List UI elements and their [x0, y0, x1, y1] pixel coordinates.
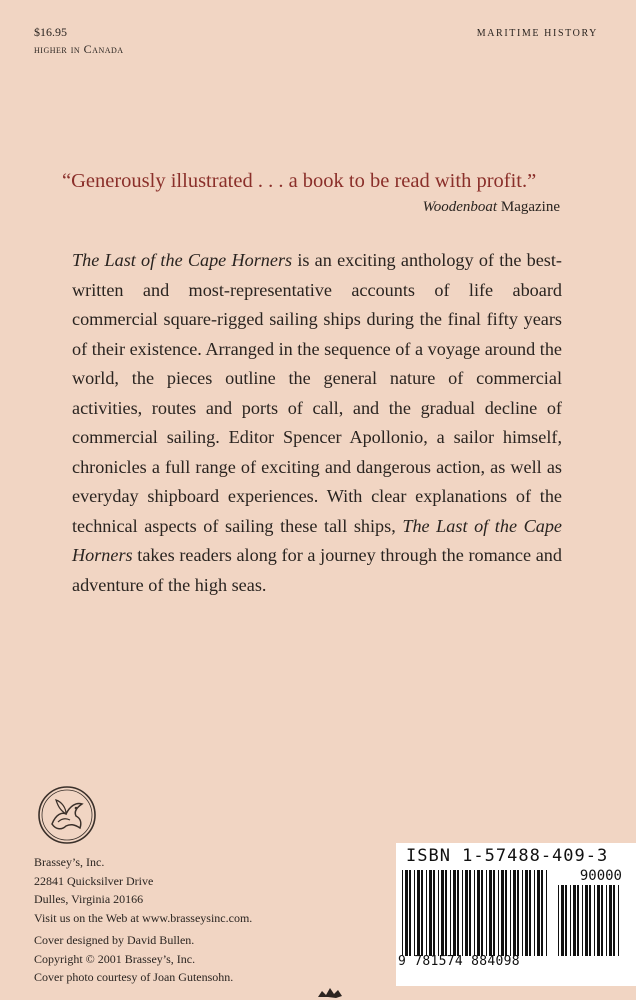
- review-quote: [62, 168, 560, 218]
- addon-barcode-icon: [558, 885, 624, 956]
- barcode-bar: [477, 870, 480, 956]
- book-title-1: The Last of the Cape Horners: [72, 250, 293, 270]
- barcode-price-code: 90000: [579, 868, 622, 884]
- quote-source-suffix: Magazine: [497, 199, 560, 215]
- barcode-bar: [529, 870, 531, 956]
- barcode-label: [396, 843, 636, 986]
- barcode-bar: [489, 870, 492, 956]
- barcode-bar: [465, 870, 468, 956]
- barcode-bar: [609, 885, 612, 956]
- barcode-bar: [558, 885, 559, 956]
- barcode-bar: [565, 885, 567, 956]
- price-block: [34, 24, 124, 58]
- book-title-2: The Last of the Cape Horners: [72, 515, 562, 565]
- barcode-bar: [414, 870, 415, 956]
- ean-digits: 9 781574 884098: [398, 954, 520, 969]
- quote-source: [62, 196, 560, 218]
- barcode-bar: [597, 885, 600, 956]
- category-label: MARITIME HISTORY: [476, 28, 598, 39]
- cover-credits: [34, 931, 233, 987]
- isbn-number: ISBN 1-57488-409-3: [406, 846, 609, 866]
- barcode-bar: [453, 870, 456, 956]
- credit-copyright: Copyright © 2001 Brassey’s, Inc.: [34, 951, 196, 966]
- barcode-bar: [493, 870, 495, 956]
- barcode-bar: [421, 870, 423, 956]
- barcode-bar: [450, 870, 451, 956]
- barcode-bar: [474, 870, 475, 956]
- barcode-bar: [481, 870, 483, 956]
- barcode-bar: [429, 870, 432, 956]
- barcode-bar: [517, 870, 519, 956]
- barcode-bar: [522, 870, 523, 956]
- barcode-bar: [618, 885, 619, 956]
- barcode-bar: [405, 870, 408, 956]
- barcode-bar: [601, 885, 603, 956]
- barcode-bar: [589, 885, 591, 956]
- barcode-bar: [606, 885, 607, 956]
- credit-photo: Cover photo courtesy of Joan Gutensohn.: [34, 970, 234, 984]
- barcode-bar: [537, 870, 540, 956]
- barcode-bar: [505, 870, 507, 956]
- publisher-info: [34, 853, 252, 927]
- credit-design: Cover designed by David Bullen.: [34, 933, 195, 947]
- barcode-bar: [546, 870, 547, 956]
- price: $16.95: [34, 25, 67, 39]
- barcode-bar: [534, 870, 535, 956]
- description: [72, 246, 562, 600]
- barcode-bar: [594, 885, 595, 956]
- publisher-web: Visit us on the Web at www.brasseysinc.com.: [34, 910, 253, 925]
- barcode-bar: [445, 870, 447, 956]
- ean-barcode-icon: [402, 870, 552, 956]
- barcode-bar: [462, 870, 463, 956]
- barcode-bar: [441, 870, 444, 956]
- publisher-logo-icon: [36, 784, 98, 846]
- barcode-bar: [561, 885, 564, 956]
- publisher-street: 22841 Quicksilver Drive: [34, 873, 154, 888]
- barcode-bar: [513, 870, 516, 956]
- barcode-bar: [585, 885, 588, 956]
- publisher-city: Dulles, Virginia 20166: [34, 892, 144, 906]
- price-note: higher in Canada: [34, 42, 124, 56]
- description-part-2: takes readers along for a journey through the romance and adventure of the high seas.: [72, 545, 562, 595]
- quote-text: “Generously illustrated . . . a book to be read with profit.”: [62, 170, 537, 192]
- barcode-bar: [501, 870, 504, 956]
- barcode-bar: [613, 885, 615, 956]
- barcode-bar: [498, 870, 499, 956]
- barcode-bar: [541, 870, 543, 956]
- publisher-name: Brassey’s, Inc.: [34, 855, 105, 869]
- barcode-bar: [525, 870, 528, 956]
- quote-source-title: Woodenboat: [422, 199, 498, 215]
- barcode-bar: [570, 885, 571, 956]
- barcode-bar: [486, 870, 487, 956]
- description-part-1: is an exciting anthology of the best-written and most-representative accounts of life aboard commercial square-rigged sailing ships during the final fifty years of their existence. Arranged in the sequence of a voyage around the world, the pieces outline the general nature of commercial activities, routes and ports of call, and the gradual decline of commercial sailing. Editor Spencer Apollonio, a sailor himself, chronicles a full range of exciting and dangerous action, as well as everyday shipboard experiences. With clear explanations of the technical aspects of sailing these tall ships,: [72, 250, 562, 536]
- barcode-bar: [438, 870, 439, 956]
- barcode-bar: [426, 870, 427, 956]
- ink-smudge-icon: [314, 985, 348, 1000]
- barcode-bar: [577, 885, 579, 956]
- barcode-bar: [433, 870, 435, 956]
- barcode-bar: [402, 870, 403, 956]
- barcode-bar: [582, 885, 583, 956]
- barcode-bar: [510, 870, 511, 956]
- barcode-bar: [409, 870, 411, 956]
- barcode-bar: [573, 885, 576, 956]
- barcode-bar: [457, 870, 459, 956]
- barcode-bar: [469, 870, 471, 956]
- barcode-bar: [417, 870, 420, 956]
